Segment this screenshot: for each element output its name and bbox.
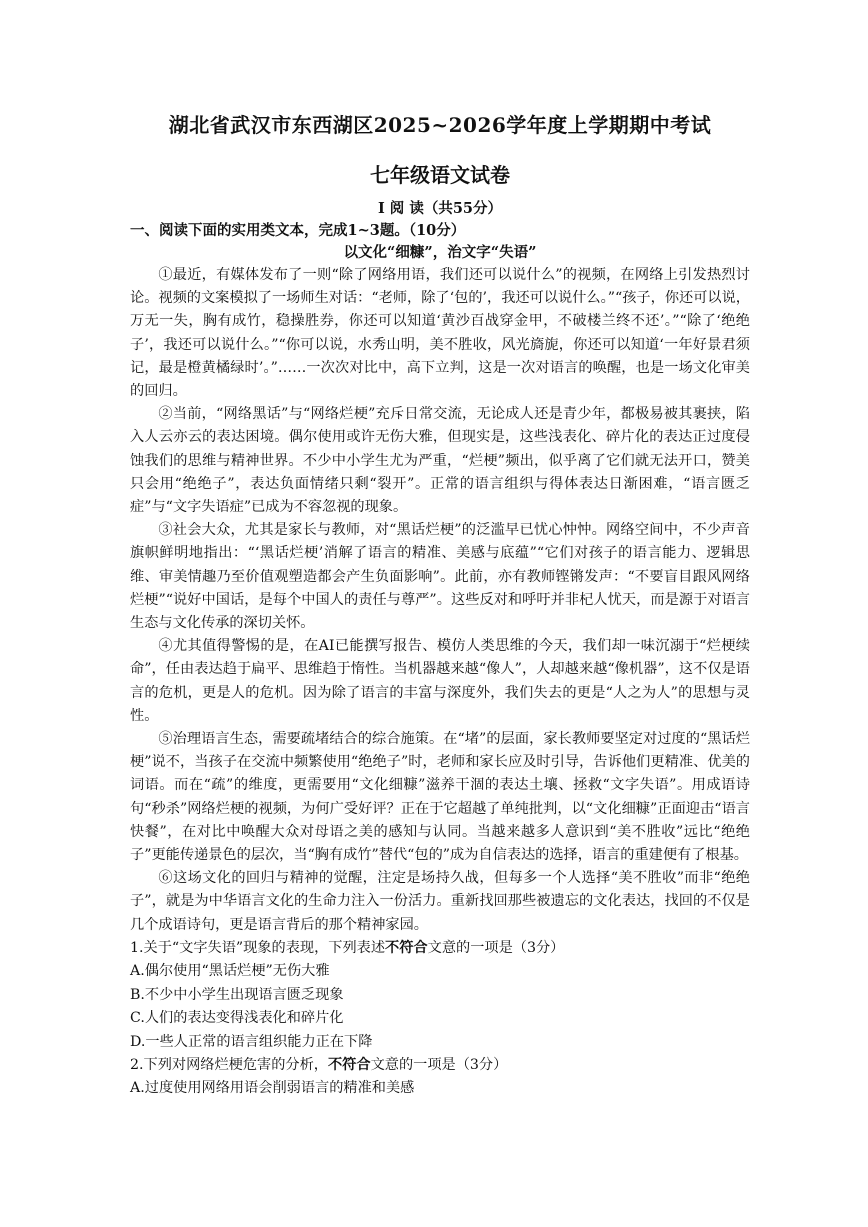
question-1-option-b: B.不少中小学生出现语言匮乏现象 (130, 986, 344, 1003)
article-paragraph-4: ④尤其值得警惕的是，在AI已能撰写报告、模仿人类思维的今天，我们却一味沉溺于“烂梗续命”，任由表达趋于扁平、思维趋于惰性。当机器越来越“像人”，人却越来越“像机器”，这不仅是语言的危机，更是人的危机。因为除了语言的丰富与深度外，我们失去的更是“人之为人”的思想与灵性。 (130, 638, 750, 724)
question-2-stem (130, 1054, 750, 1077)
question-1-option-a: A.偶尔使用“黑话烂梗”无伤大雅 (130, 963, 330, 980)
part-heading: 一、阅读下面的实用类文本，完成1~3题。（10分） (130, 222, 466, 239)
question-2-stem-before: 2.下列对网络烂梗危害的分析， (130, 1056, 328, 1073)
exam-title: 湖北省武汉市东西湖区2025~2026学年度上学期期中考试 (168, 113, 712, 137)
question-1-stem-before: 1.关于“文字失语”现象的表现，下列表述 (130, 939, 386, 956)
question-2-stem-after: 文意的一项是（3分） (370, 1056, 508, 1073)
question-1-emphasis: 不符合 (385, 939, 428, 956)
article-title: 以文化“细糠”，治文字“失语” (343, 244, 537, 261)
question-1-option-d: D.一些人正常的语言组织能力正在下降 (130, 1033, 373, 1050)
question-2-emphasis: 不符合 (327, 1056, 371, 1073)
article-paragraph-3: ③社会大众，尤其是家长与教师，对“黑话烂梗”的泛滥早已忧心忡忡。网络空间中，不少声音旗帜鲜明地指出：“‘黑话烂梗’消解了语言的精准、美感与底蕴”“它们对孩子的语言能力、逻辑思维、审美情趣乃至价值观塑造都会产生负面影响”。此前，亦有教师铿锵发声：“不要盲目跟风网络烂梗”“说好中国话，是每个中国人的责任与尊严”。这些反对和呼吁并非杞人忧天，而是源于对语言生态与文化传承的深切关怀。 (130, 522, 750, 632)
article-paragraph-5: ⑤治理语言生态，需要疏堵结合的综合施策。在“堵”的层面，家长教师要坚定对过度的“黑话烂梗”说不，当孩子在交流中频繁使用“绝绝子”时，老师和家长应及时引导，告诉他们更精准、优美的词语。而在“疏”的维度，更需要用“文化细糠”滋养干涸的表达土壤、拯救“文字失语”。用成语诗句“秒杀”网络烂梗的视频，为何广受好评？正在于它超越了单纯批判，以“文化细糠”正面迎击“语言快餐”，在对比中唤醒大众对母语之美的感知与认同。当越来越多人意识到“美不胜收”远比“绝绝子”更能传递景色的层次，当“胸有成竹”替代“包的”成为自信表达的选择，语言的重建便有了根基。 (130, 731, 750, 864)
section-heading: Ⅰ 阅 读（共55分） (377, 200, 503, 217)
question-1-option-c: C.人们的表达变得浅表化和碎片化 (130, 1010, 344, 1027)
question-1-stem (130, 937, 750, 960)
question-2-option-a: A.过度使用网络用语会削弱语言的精准和美感 (130, 1080, 415, 1097)
article-paragraph-6: ⑥这场文化的回归与精神的觉醒，注定是场持久战，但每多一个人选择“美不胜收”而非“绝绝子”，就是为中华语言文化的生命力注入一份活力。重新找回那些被遗忘的文化表达，找回的不仅是几个成语诗句，更是语言背后的那个精神家园。 (130, 870, 750, 933)
exam-subtitle: 七年级语文试卷 (370, 163, 510, 187)
article-paragraph-2: ②当前，“网络黑话”与“网络烂梗”充斥日常交流，无论成人还是青少年，都极易被其裹挟，陷入人云亦云的表达困境。偶尔使用或许无伤大雅，但现实是，这些浅表化、碎片化的表达正过度侵蚀我们的思维与精神世界。不少中小学生尤为严重，“烂梗”频出，似乎离了它们就无法开口，赞美只会用“绝绝子”，表达负面情绪只剩“裂开”。正常的语言组织与得体表达日渐困难，“语言匮乏症”与“文字失语症”已成为不容忽视的现象。 (130, 406, 750, 516)
question-1-stem-after: 文意的一项是（3分） (427, 939, 565, 956)
article-paragraph-1: ①最近，有媒体发布了一则“除了网络用语，我们还可以说什么”的视频，在网络上引发热烈讨论。视频的文案模拟了一场师生对话：“老师，除了‘包的’，我还可以说什么。”“孩子，你还可以说，万无一失，胸有成竹，稳操胜券，你还可以知道‘黄沙百战穿金甲，不破楼兰终不还’。”“除了‘绝绝子’，我还可以说什么。”“你可以说，水秀山明，美不胜收，风光旖旎，你还可以知道‘一年好景君须记，最是橙黄橘绿时’。”……一次次对比中，高下立判，这是一次对语言的唤醒，也是一场文化审美的回归。 (130, 267, 750, 400)
